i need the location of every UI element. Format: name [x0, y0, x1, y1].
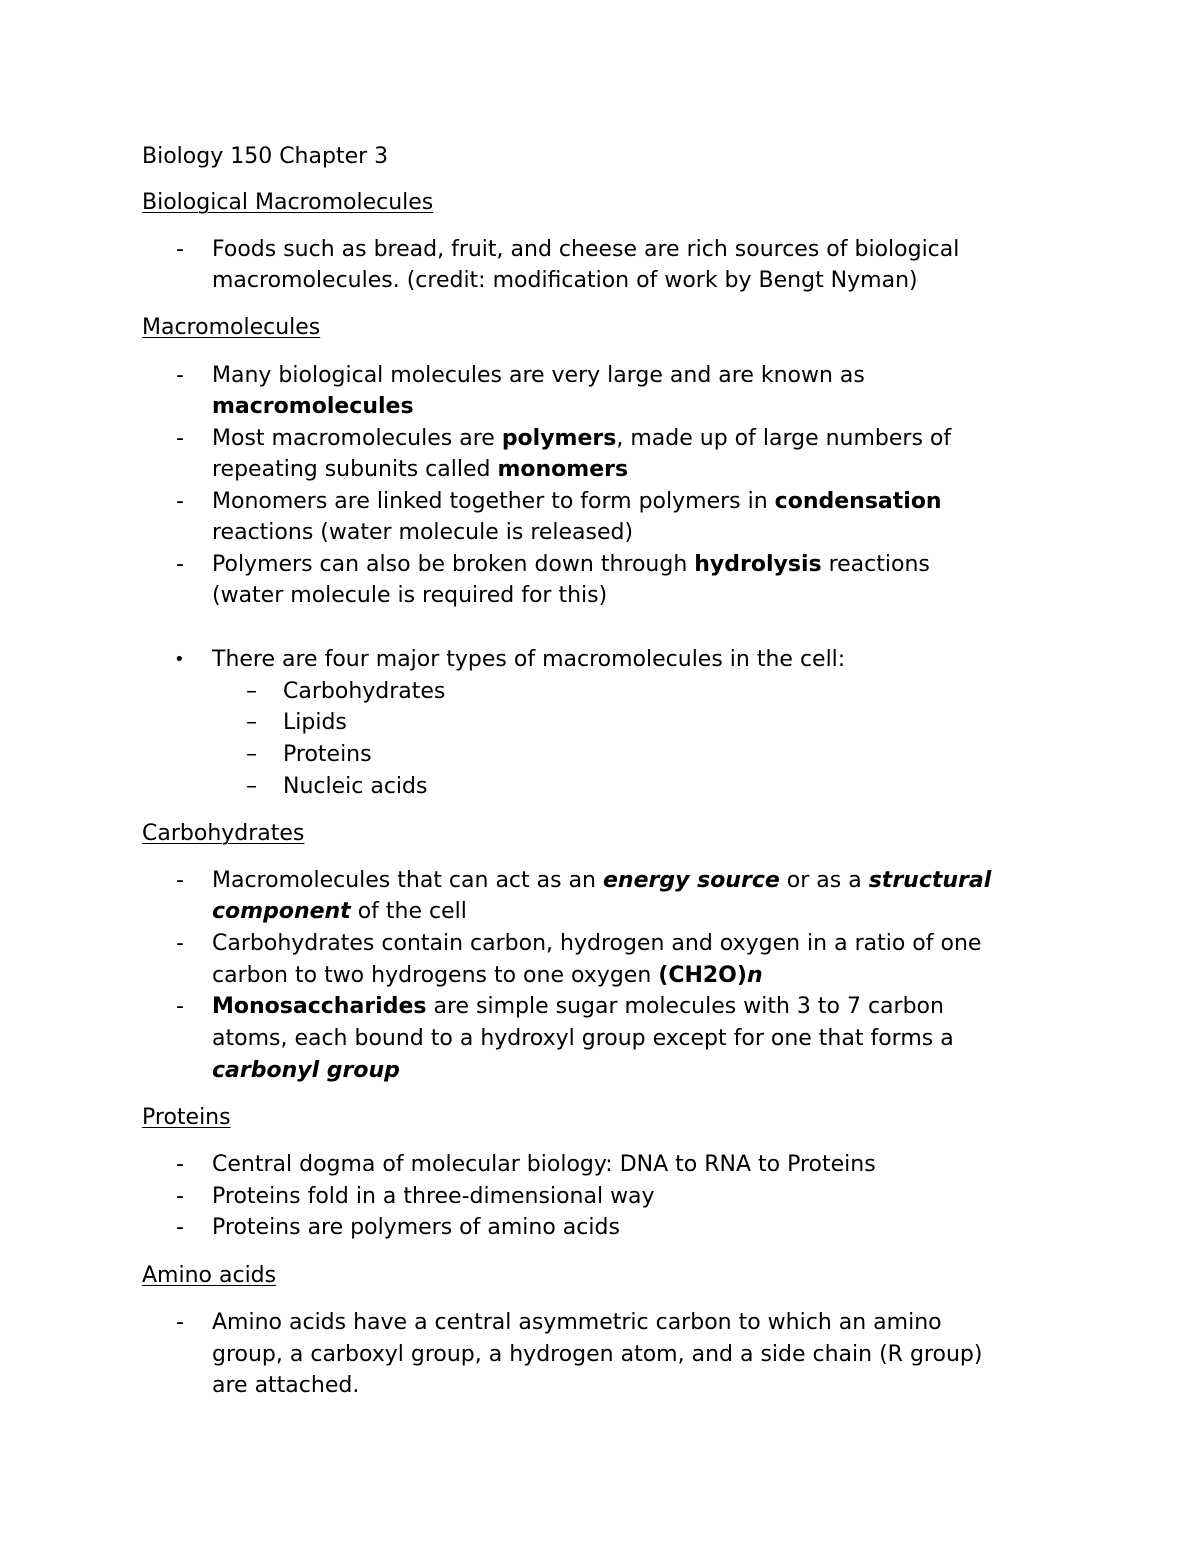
bullet-marker: •	[174, 649, 185, 670]
bold-term: (CH2O)	[658, 963, 747, 988]
bold-term: monomers	[497, 457, 629, 482]
list-item	[212, 549, 930, 580]
text-run: reactions	[821, 552, 930, 577]
list-item: There are four major types of macromolecules in the cell:	[212, 647, 846, 672]
endash-marker: –	[246, 742, 257, 767]
endash-marker: –	[246, 679, 257, 704]
bold-italic-term: component	[212, 899, 351, 924]
document-title: Biology 150 Chapter 3	[142, 144, 389, 169]
endash-marker: –	[246, 774, 257, 799]
list-item	[212, 423, 951, 454]
section-heading-carbohydrates: Carbohydrates	[142, 821, 305, 846]
list-item	[212, 486, 942, 517]
bold-term: Monosaccharides	[212, 994, 427, 1019]
bold-italic-term: energy source	[603, 868, 780, 893]
text-run: Polymers can also be broken down through	[212, 552, 695, 577]
list-item	[212, 991, 944, 1022]
text-run: carbon to two hydrogens to one oxygen	[212, 963, 659, 988]
dash-marker: -	[176, 552, 184, 577]
dash-marker: -	[176, 426, 184, 451]
list-item: Foods such as bread, fruit, and cheese are rich sources of biological	[212, 237, 960, 262]
section-heading-amino-acids: Amino acids	[142, 1263, 277, 1288]
bold-term: hydrolysis	[694, 552, 822, 577]
list-item-continuation	[212, 960, 763, 991]
text-run: Most macromolecules are	[212, 426, 502, 451]
list-item-continuation: macromolecules. (credit: modification of work by Bengt Nyman)	[212, 268, 918, 293]
text-run: or as a	[779, 868, 869, 893]
bold-italic-term: structural	[868, 868, 992, 893]
list-item-continuation: group, a carboxyl group, a hydrogen atom, and a side chain (R group)	[212, 1342, 983, 1367]
list-item: Proteins fold in a three-dimensional way	[212, 1184, 655, 1209]
list-item	[212, 865, 991, 896]
list-item-continuation	[212, 896, 467, 927]
list-item-continuation	[212, 1055, 400, 1086]
list-item: Amino acids have a central asymmetric carbon to which an amino	[212, 1310, 942, 1335]
sub-list-item-carbohydrates: Carbohydrates	[283, 679, 446, 704]
list-item-continuation: are attached.	[212, 1373, 360, 1398]
endash-marker: –	[246, 710, 257, 735]
bold-term: polymers	[501, 426, 617, 451]
list-item-continuation: atoms, each bound to a hydroxyl group except for one that forms a	[212, 1026, 954, 1051]
section-heading-biological-macromolecules: Biological Macromolecules	[142, 190, 434, 215]
list-item-continuation: reactions (water molecule is released)	[212, 520, 634, 545]
sub-list-item-proteins: Proteins	[283, 742, 372, 767]
dash-marker: -	[176, 994, 184, 1019]
text-run: Macromolecules that can act as an	[212, 868, 603, 893]
list-item: Many biological molecules are very large and are known as	[212, 363, 865, 388]
dash-marker: -	[176, 1215, 184, 1240]
text-run: Monomers are linked together to form polymers in	[212, 489, 775, 514]
text-run: are simple sugar molecules with 3 to 7 carbon	[426, 994, 944, 1019]
bold-term: macromolecules	[212, 394, 414, 419]
sub-list-item-lipids: Lipids	[283, 710, 347, 735]
dash-marker: -	[176, 1310, 184, 1335]
text-run: of the cell	[350, 899, 467, 924]
list-item-continuation: (water molecule is required for this)	[212, 583, 608, 608]
dash-marker: -	[176, 868, 184, 893]
section-heading-proteins: Proteins	[142, 1105, 231, 1130]
list-item: Central dogma of molecular biology: DNA to RNA to Proteins	[212, 1152, 876, 1177]
dash-marker: -	[176, 1152, 184, 1177]
text-run: repeating subunits called	[212, 457, 498, 482]
bold-term: condensation	[774, 489, 942, 514]
bold-italic-term: carbonyl group	[212, 1058, 400, 1083]
bold-italic-term: n	[746, 963, 763, 988]
sub-list-item-nucleic-acids: Nucleic acids	[283, 774, 428, 799]
section-heading-macromolecules: Macromolecules	[142, 315, 321, 340]
dash-marker: -	[176, 931, 184, 956]
dash-marker: -	[176, 237, 184, 262]
list-item: Proteins are polymers of amino acids	[212, 1215, 620, 1240]
dash-marker: -	[176, 1184, 184, 1209]
text-run: , made up of large numbers of	[616, 426, 952, 451]
list-item: Carbohydrates contain carbon, hydrogen and oxygen in a ratio of one	[212, 931, 982, 956]
dash-marker: -	[176, 363, 184, 388]
list-item-continuation	[212, 391, 414, 422]
list-item-continuation	[212, 454, 628, 485]
dash-marker: -	[176, 489, 184, 514]
